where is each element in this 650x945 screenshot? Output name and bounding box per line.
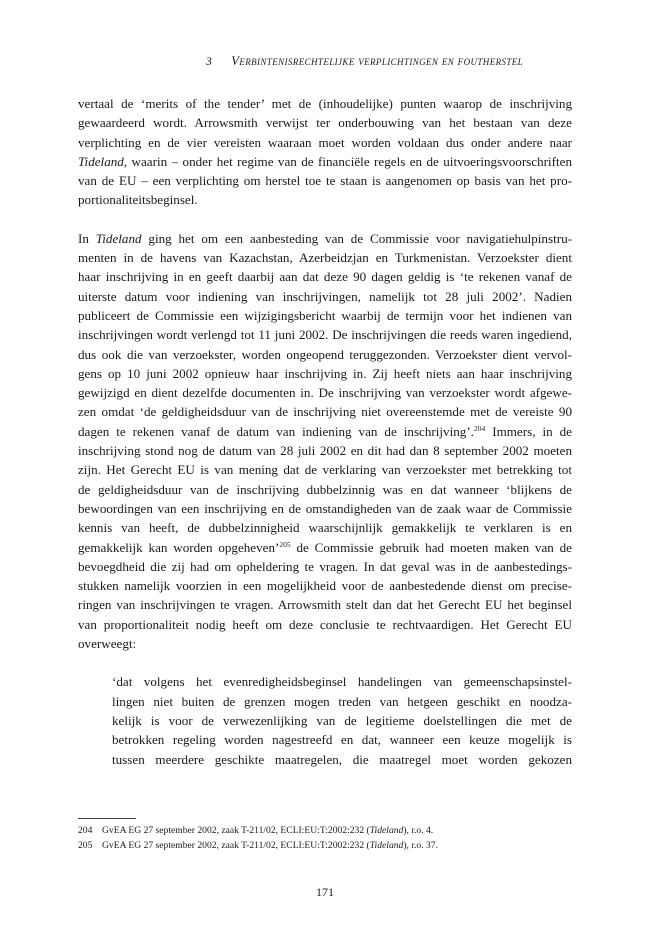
footnote-separator xyxy=(78,818,136,819)
text-line: bewoordingen van een inschrijving en de omstandigheden van de zaak waar de Commissie xyxy=(78,500,572,516)
text-fragment: ging het om een aanbesteding van de Commissie voor navigatiehulpinstru- xyxy=(141,230,572,246)
text-line: inschrijving stond nog de datum van 28 juli 2002 en dit had dan 8 september 2002 moeten xyxy=(78,443,572,459)
quote-line: tussen meerdere geschikte maatregelen, die maatregel moet worden gekozen xyxy=(112,751,572,767)
quote-line: lingen niet buiten de grenzen mogen treden van hetgeen geschikt en noodza- xyxy=(112,693,572,709)
text-line: van proportionaliteit nodig heeft om deze conclusie te rechtvaardigen. Het Gerecht EU xyxy=(78,616,572,632)
text-line-italic: In Tideland ging het om een aanbesteding van de Commissie voor navigatiehulpinstru- xyxy=(78,230,572,246)
quote-line: ‘dat volgens het evenredigheidsbeginsel handelingen van gemeenschapsinstel- xyxy=(112,674,572,690)
text-line: uiterste datum voor indiening van inschrijvingen, namelijk tot 28 juli 2002’. Nadien xyxy=(78,288,572,304)
text-line: publiceert de Commissie een wijzigingsbericht waarbij de termijn voor het indienen van xyxy=(78,307,572,323)
text-line: dus ook die van verzoekster, worden ongeopend teruggezonden. Verzoekster dient vervol- xyxy=(78,346,572,362)
footnote-ref[interactable]: 204 xyxy=(473,423,486,433)
text-line: haar inschrijving in en geeft daarbij aan dat deze 90 dagen geldig is ‘te rekenen vanaf de xyxy=(78,269,572,285)
text-line: gewaardeerd wordt. Arrowsmith verwijst ter onderbouwing van het bestaan van deze xyxy=(78,115,572,131)
block-quote xyxy=(112,672,572,768)
text-line: zen omdat ‘de geldigheidsduur van de inschrijving niet overeenstemde met de vereiste 90 xyxy=(78,404,572,420)
chapter-number: 3 xyxy=(206,56,213,68)
footnote-205: 205 GvEA EG 27 september 2002, zaak T-211/02, ECLI:EU:T:2002:232 (Tideland), r.o. 37. xyxy=(78,839,438,851)
paragraph-1 xyxy=(78,94,572,210)
text-line: zijn. Het Gerecht EU is van mening dat de verklaring van verzoekster met betrekking tot xyxy=(78,462,572,478)
text-fragment: , waarin – onder het regime van de financiële regels en de uitvoeringsvoorschriften xyxy=(123,153,572,169)
text-line: gewijzigd en dient dezelfde documenten in. De inschrijving van verzoekster wordt afgewe- xyxy=(78,385,572,401)
paragraph-2 xyxy=(78,229,572,654)
text-line-footnote: dagen te rekenen vanaf de datum van indiening van de inschrijving’.$^{204}$ Immers, in de xyxy=(78,423,572,439)
text-line-italic-start xyxy=(78,152,572,171)
text-line: menten in de havens van Kazachstan, Azerbeidzjan en Turkmenistan. Verzoekster dient xyxy=(78,250,572,266)
text-line: kennis van heeft, de dubbelzinnigheid waarschijnlijk gemakkelijk te verklaren is en xyxy=(78,520,572,536)
body-text xyxy=(78,94,572,769)
page-number: 171 xyxy=(316,885,334,899)
text-line: inschrijvingen wordt verlengd tot 11 juni 2002. De inschrijvingen die reeds waren ingediend, xyxy=(78,327,572,343)
quote-line: betrokken regeling worden nagestreefd en dat, wanneer een keuze mogelijk is xyxy=(112,732,572,748)
text-line: verplichting en de vier vereisten waaraan moet worden voldaan dus onder andere naar xyxy=(78,134,572,150)
text-line: overweegt: xyxy=(78,636,137,652)
text-line: vertaal de ‘merits of the tender’ met de (inhoudelijke) punten waarop de inschrijving xyxy=(78,96,572,111)
quote-line: kelijk is voor de verwezenlijking van de legitieme doelstellingen die met de xyxy=(112,712,572,728)
text-line: bevoegdheid die zij had om opheldering te vragen. In dat geval was in de aanbestedings- xyxy=(78,558,572,574)
text-line: portionaliteitsbeginsel. xyxy=(78,192,198,208)
chapter-title: Verbintenisrechtelijke verplichtingen en foutherstel xyxy=(231,54,524,68)
text-line: ringen van inschrijvingen te vragen. Arrowsmith stelt dan dat het Gerecht EU het beginsel xyxy=(78,597,572,613)
text-line: gens op 10 juni 2002 opnieuw haar inschrijving in. Zij heeft niets aan haar inschrijving xyxy=(78,365,572,381)
text-line: de geldigheidsduur van de inschrijving dubbelzinnig was en dat wanneer ‘blijkens de xyxy=(78,481,572,497)
text-line: van de EU – een verplichting om herstel toe te staan is aangenomen op basis van het pro- xyxy=(78,173,572,189)
case-name: Tideland xyxy=(95,230,142,246)
text-line: stukken namelijk voorzien in een mogelijkheid voor de aanbestedende dienst om precise- xyxy=(78,578,572,594)
footnote-204: 204 GvEA EG 27 september 2002, zaak T-211/02, ECLI:EU:T:2002:232 (Tideland), r.o. 4. xyxy=(78,825,434,836)
text-line-footnote: gemakkelijk kan worden opgeheven’$^{205}$ de Commissie gebruik had moeten maken van de xyxy=(78,539,572,555)
running-header xyxy=(206,54,586,69)
footnotes xyxy=(78,824,578,853)
footnote-ref[interactable]: 205 xyxy=(279,539,291,549)
case-name: Tideland xyxy=(78,153,124,169)
